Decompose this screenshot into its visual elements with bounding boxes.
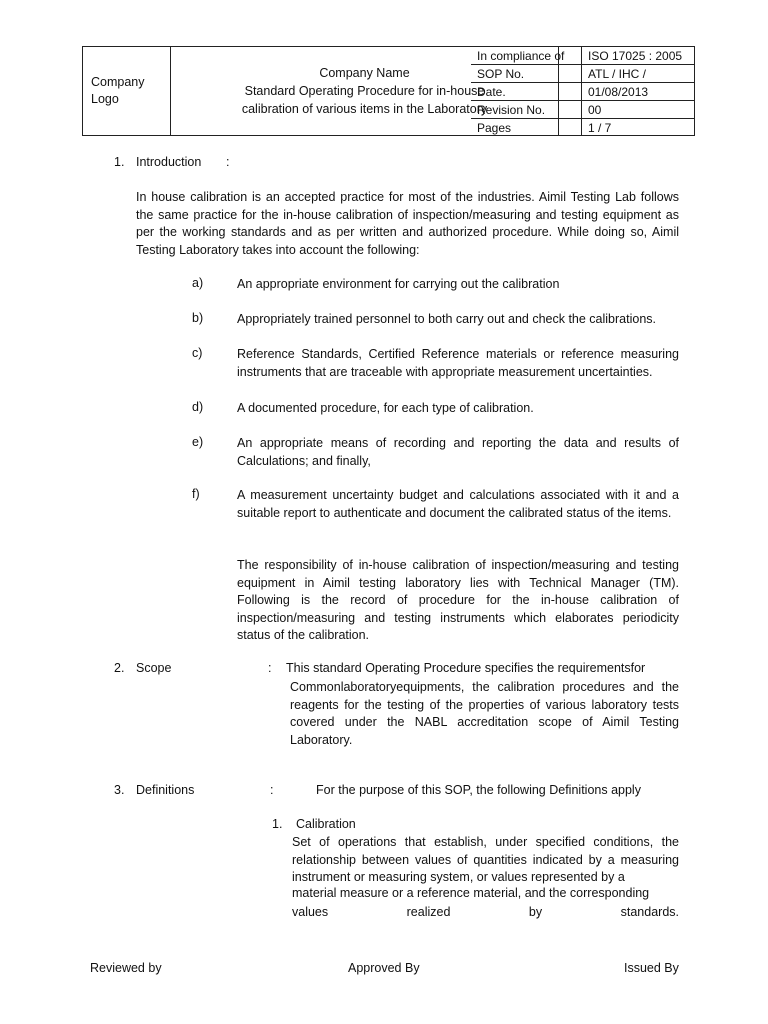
section-colon: :	[268, 661, 272, 675]
control-row	[471, 101, 694, 119]
list-label: b)	[192, 311, 204, 325]
logo-text-line1: Company	[91, 75, 145, 89]
section-heading-introduction: Introduction	[136, 155, 202, 169]
control-key: In compliance of	[471, 47, 582, 65]
section-colon: :	[226, 155, 230, 169]
control-row	[471, 83, 694, 101]
list-item-text: A measurement uncertainty budget and calculations associated with it and a suitable report to authenticate and document the calibrated status of the items.	[237, 488, 679, 520]
approved-by-label: Approved By	[348, 961, 420, 975]
list-label: e)	[192, 435, 204, 449]
responsibility-paragraph: The responsibility of in-house calibration of inspection/measuring and testing equipment in Aimil testing laboratory lies with Technical Manager (TM). Following is the record of procedure for the in-house calibration of inspection/measuring and testing instruments which elaborates periodicity status of the calibration.	[237, 558, 679, 642]
section-number: 1.	[114, 155, 125, 169]
list-item-text: An appropriate means of recording and reporting the data and results of Calculations; and finally,	[237, 436, 679, 468]
issued-by-label: Issued By	[624, 961, 679, 975]
definition-number: 1.	[272, 817, 283, 831]
company-logo-placeholder	[83, 47, 171, 135]
control-key: SOP No.	[471, 65, 582, 83]
control-row	[471, 47, 694, 65]
list-item-text: A documented procedure, for each type of calibration.	[237, 401, 534, 415]
logo-text-line2: Logo	[91, 92, 119, 106]
list-item-text: Reference Standards, Certified Reference materials or reference measuring instruments that are traceable with appropriate measurement uncertainties.	[237, 347, 679, 379]
title-line-2: Standard Operating Procedure for in-house	[244, 84, 485, 98]
control-value: ISO 17025 : 2005	[582, 47, 695, 65]
list-label: a)	[192, 276, 204, 290]
section-heading-scope: Scope	[136, 661, 172, 675]
control-key: Revision No.	[471, 101, 582, 119]
section-number: 2.	[114, 661, 125, 675]
definition-text: Set of operations that establish, under specified conditions, the relationship between values of quantities indicated by a measuring instrument or measuring system, or values represented by a	[292, 835, 679, 884]
definition-title: Calibration	[296, 817, 356, 831]
list-label: c)	[192, 346, 203, 360]
definitions-lead: For the purpose of this SOP, the following Definitions apply	[316, 783, 641, 797]
definition-text-line-3: values realized by standards.	[292, 905, 679, 919]
section-colon: :	[270, 783, 274, 797]
scope-paragraph: Commonlaboratoryequipments, the calibration procedures and the reagents for the testing of the properties of various laboratory tests covered under the NABL accreditation scope of Aimil Testing Laboratory.	[290, 680, 679, 747]
reviewed-by-label: Reviewed by	[90, 961, 162, 975]
section-heading-definitions: Definitions	[136, 783, 195, 797]
control-row	[471, 119, 694, 137]
control-value: 00	[582, 101, 695, 119]
list-label: f)	[192, 487, 200, 501]
definition-text-line-2: material measure or a reference material, and the corresponding	[292, 886, 650, 900]
control-value: ATL / IHC /	[582, 65, 695, 83]
scope-first-line: This standard Operating Procedure specifies the requirementsfor	[286, 661, 646, 675]
control-row	[471, 65, 694, 83]
list-item-text: Appropriately trained personnel to both carry out and check the calibrations.	[237, 312, 656, 326]
list-label: d)	[192, 400, 204, 414]
document-header	[82, 46, 695, 136]
control-value: 1 / 7	[588, 120, 612, 135]
control-key: Pages	[471, 119, 582, 137]
list-item-text: An appropriate environment for carrying out the calibration	[237, 277, 560, 291]
control-key: Date.	[471, 83, 582, 101]
introduction-paragraph: In house calibration is an accepted practice for most of the industries. Aimil Testing Lab follows the same practice for the in-house calibration of inspection/measuring and testing equipment as per the working standards and as per written and authorized procedure. While doing so, Aimil Testing Laboratory takes into account the following:	[136, 190, 679, 257]
section-number: 3.	[114, 783, 125, 797]
company-name: Company Name	[319, 66, 410, 80]
document-control-table	[471, 47, 694, 136]
control-value: 01/08/2013	[582, 83, 695, 101]
title-line-3: calibration of various items in the Laboratory	[241, 102, 488, 116]
